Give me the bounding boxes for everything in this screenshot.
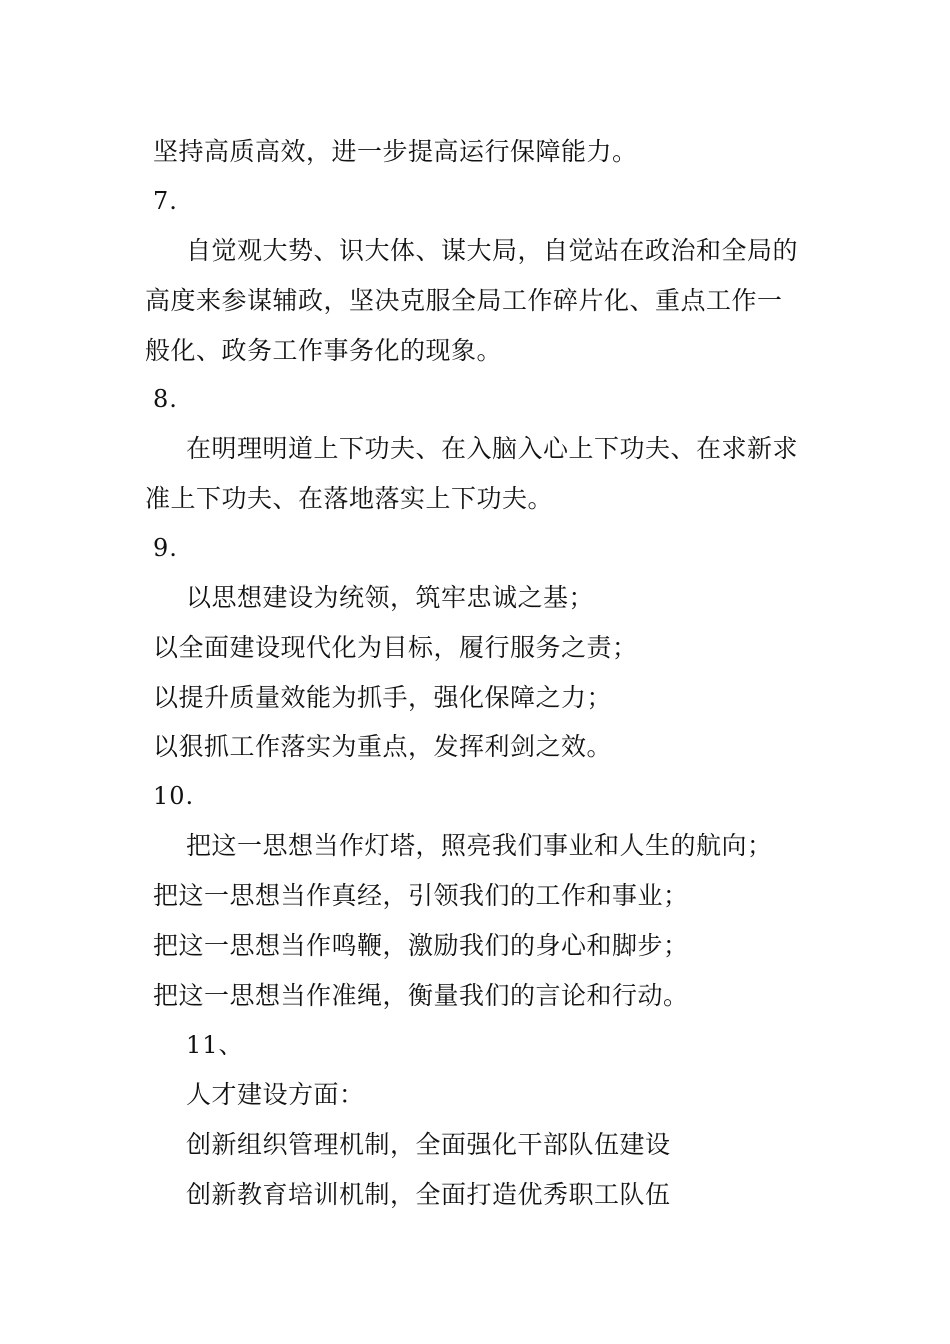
- paragraph-line: 高度来参谋辅政，坚决克服全局工作碎片化、重点工作一: [145, 286, 783, 315]
- paragraph-line: 把这一思想当作准绳，衡量我们的言论和行动。: [153, 981, 689, 1010]
- paragraph-line: 般化、政务工作事务化的现象。: [145, 336, 503, 365]
- paragraph-line: 创新组织管理机制，全面强化干部队伍建设: [186, 1130, 671, 1159]
- section-number: 8.: [153, 385, 178, 413]
- paragraph-line: 人才建设方面：: [186, 1080, 365, 1109]
- section-number: 11、: [186, 1031, 244, 1059]
- section-number: 10.: [153, 782, 195, 810]
- paragraph-line: 以全面建设现代化为目标，履行服务之责；: [153, 633, 638, 662]
- paragraph-line: 准上下功夫、在落地落实上下功夫。: [145, 484, 554, 513]
- paragraph-line: 以狠抓工作落实为重点，发挥利剑之效。: [153, 732, 613, 761]
- paragraph-line: 创新教育培训机制，全面打造优秀职工队伍: [186, 1180, 671, 1209]
- paragraph-line: 在明理明道上下功夫、在入脑入心上下功夫、在求新求: [186, 434, 799, 463]
- paragraph-line: 把这一思想当作鸣鞭，激励我们的身心和脚步；: [153, 931, 689, 960]
- paragraph-line: 坚持高质高效，进一步提高运行保障能力。: [153, 137, 638, 166]
- paragraph-line: 把这一思想当作真经，引领我们的工作和事业；: [153, 881, 689, 910]
- paragraph-line: 自觉观大势、识大体、谋大局，自觉站在政治和全局的: [186, 236, 799, 265]
- section-number: 7.: [153, 187, 178, 215]
- paragraph-line: 以思想建设为统领，筑牢忠诚之基；: [186, 583, 595, 612]
- paragraph-line: 以提升质量效能为抓手，强化保障之力；: [153, 683, 613, 712]
- section-number: 9.: [153, 534, 178, 562]
- paragraph-line: 把这一思想当作灯塔，照亮我们事业和人生的航向；: [186, 831, 773, 860]
